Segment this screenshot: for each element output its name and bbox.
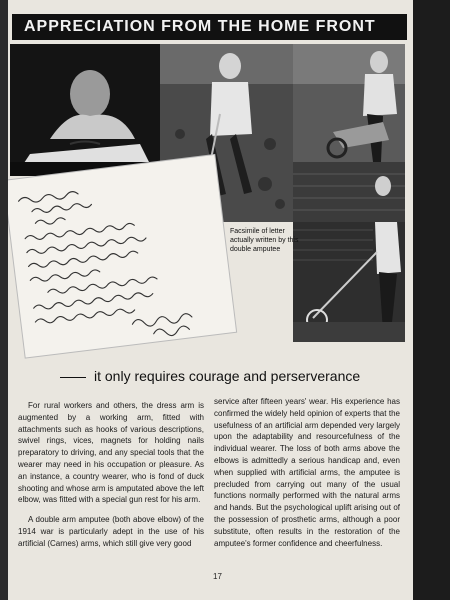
background-edge bbox=[413, 0, 450, 600]
body-column-left bbox=[18, 400, 204, 558]
title-bar bbox=[12, 14, 407, 40]
photo-wheelbarrow bbox=[293, 44, 405, 162]
photo-writing-at-desk bbox=[10, 44, 160, 176]
body-paragraph: A double arm amputee (both above elbow) of the 1914 war is particularly adept in the use of his artificial (Carnes) arms, which still give very good bbox=[18, 515, 204, 548]
photo-brick-wall bbox=[293, 162, 405, 222]
letter-facsimile bbox=[8, 155, 236, 358]
body-paragraph: service after fifteen years' wear. His experience has confirmed the widely held opinion of experts that the usefulness of an artificial arm depended very largely upon the adaptability and resourcefulness of the individual wearer. The loss of both arms above the elbows is admittedly a serious handicap and, even when supplied with artificial arms, the amputee is precluded from carrying out many of the usual functions normally performed with the natural arms and hands. But the psychological uplift arising out of the possession of prosthetic arms, although a poor substitute, often results in the restoration of the amputee's former confidence and cheerfulness. bbox=[214, 397, 400, 548]
subheading-text: it only requires courage and perserverance bbox=[94, 368, 361, 384]
page-title: APPRECIATION FROM THE HOME FRONT bbox=[24, 18, 376, 35]
body-paragraph: For rural workers and others, the dress arm is augmented by a working arm, fitted with attachments such as hooks of various descriptions, swivel rings, vices, magnets for holding nails preparatory to driving, and any special tools that the wearer may need in his occupation or pleasure. As an instance, a country wearer, who is fond of duck shooting and whose arm is amputated above the left elbow, was fitted with a special gun rest for his arm. bbox=[18, 401, 204, 505]
subheading bbox=[60, 368, 380, 384]
letter-caption: Facsimile of letter actually written by this double amputee bbox=[230, 228, 299, 253]
body-column-right bbox=[214, 396, 400, 557]
subheading-dash bbox=[60, 377, 86, 379]
page-number: 17 bbox=[213, 572, 222, 581]
photo-lawn-mower bbox=[293, 222, 405, 342]
magazine-page bbox=[8, 0, 413, 600]
